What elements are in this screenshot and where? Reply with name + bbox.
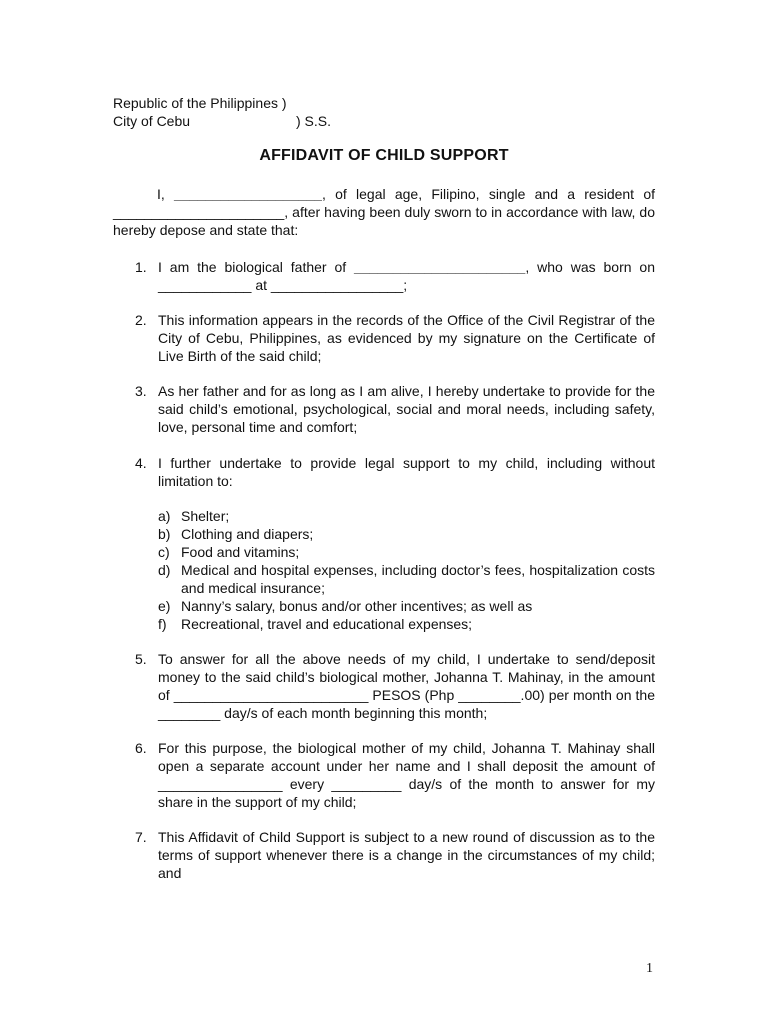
item-text: This information appears in the records of the Office of the Civil Registrar of the City of Cebu, Philippines, as evidenced by my signature on the Certificate of Live Birth of the said child;	[158, 312, 655, 364]
item-number: 1.	[135, 259, 147, 275]
item-text: I am the biological father of	[158, 259, 355, 275]
list-item	[113, 828, 655, 882]
sub-list-item	[158, 507, 655, 525]
sub-item-text: Nanny’s salary, bonus and/or other incentives; as well as	[181, 598, 533, 614]
affiant-name-blank: ___________________	[174, 186, 322, 202]
sub-item-letter: b)	[158, 526, 171, 542]
venue-ss: ) S.S.	[296, 113, 332, 129]
item-number: 7.	[135, 829, 147, 845]
item-number: 2.	[135, 312, 147, 328]
intro-text: , of legal age, Filipino, single and a resident of ______________________, after having been duly sworn to in accordance with law, do hereby depose and state that:	[113, 186, 655, 238]
document-title: AFFIDAVIT OF CHILD SUPPORT	[259, 147, 509, 164]
venue-caption	[113, 94, 331, 130]
item-number: 5.	[135, 651, 147, 667]
list-item	[113, 311, 655, 365]
sub-item-text: Clothing and diapers;	[181, 526, 314, 542]
item-number: 3.	[135, 383, 147, 399]
item-text: I further undertake to provide legal support to my child, including without limitation to:	[158, 455, 655, 489]
item-body	[158, 258, 655, 294]
sub-list-item	[158, 561, 655, 597]
list-item	[113, 454, 655, 490]
sub-item-text: Recreational, travel and educational expenses;	[181, 616, 473, 632]
venue-country: Republic of the Philippines )	[113, 95, 287, 111]
sub-item-text: Shelter;	[181, 508, 230, 524]
item-text: To answer for all the above needs of my child, I undertake to send/deposit money to the said child’s biological mother, Johanna T. Mahinay, in the amount of _________________________ PESOS (Php ________.00) per month on the ________ day/s of each month beginning this month;	[158, 651, 655, 721]
venue-line-city	[113, 112, 331, 130]
sub-item-letter: d)	[158, 562, 171, 578]
sub-item-letter: e)	[158, 598, 171, 614]
sub-item-letter: c)	[158, 544, 170, 560]
sub-list-item	[158, 597, 655, 615]
venue-line-country	[113, 94, 331, 112]
intro-paragraph	[113, 185, 655, 239]
list-item	[113, 650, 655, 722]
item-text: This Affidavit of Child Support is subject to a new round of discussion as to the terms of support whenever there is a change in the circumstances of my child; and	[158, 829, 655, 881]
sub-list-item	[158, 615, 655, 633]
item-number: 6.	[135, 740, 147, 756]
intro-prefix: I,	[157, 186, 175, 202]
sub-item-letter: a)	[158, 508, 171, 524]
item-text: As her father and for as long as I am alive, I hereby undertake to provide for the said child’s emotional, psychological, social and moral needs, including safety, love, personal time and comfort;	[158, 383, 655, 435]
page-number: 1	[646, 961, 653, 976]
sub-list-item	[158, 543, 655, 561]
venue-city: City of Cebu	[113, 113, 191, 129]
sub-item-text: Medical and hospital expenses, including doctor’s fees, hospitalization costs and medical insurance;	[181, 562, 655, 596]
sub-item-text: Food and vitamins;	[181, 544, 300, 560]
sub-item-letter: f)	[158, 616, 167, 632]
list-item	[113, 258, 655, 294]
item-text: , who was born on ____________ at _________________;	[158, 259, 655, 293]
child-name-blank: ______________________	[354, 259, 526, 275]
list-item	[113, 739, 655, 811]
item-text: For this purpose, the biological mother of my child, Johanna T. Mahinay shall open a separate account under her name and I shall deposit the amount of ________________ every _________ day/s of the month to answer for my share in the support of my child;	[158, 740, 655, 810]
list-item	[113, 382, 655, 436]
sub-list-item	[158, 525, 655, 543]
item-number: 4.	[135, 455, 147, 471]
